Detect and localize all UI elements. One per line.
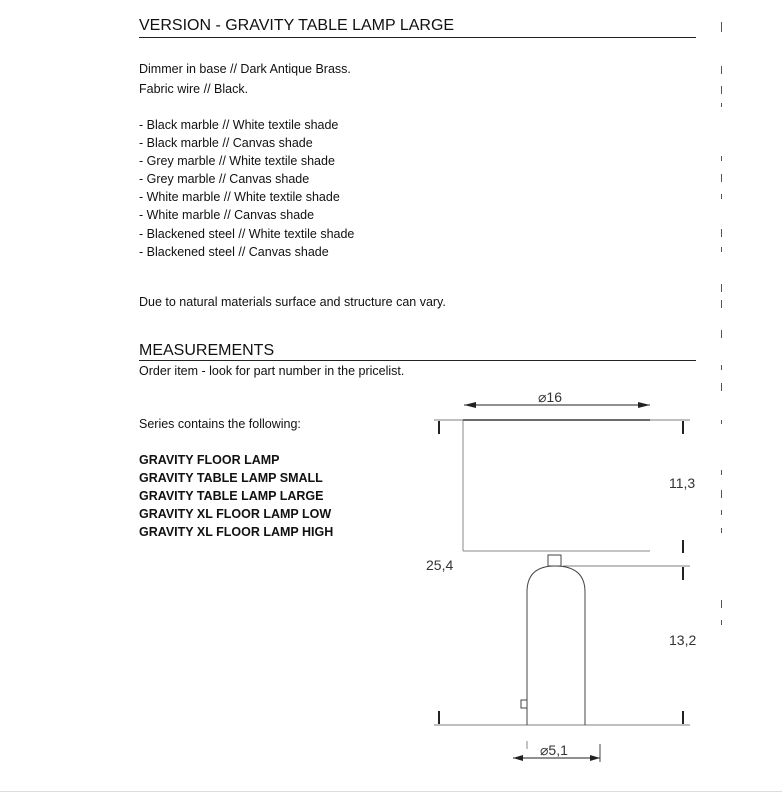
list-item: - Blackened steel // Canvas shade <box>139 244 329 259</box>
page-divider <box>0 791 782 792</box>
list-item: - Black marble // White textile shade <box>139 118 339 132</box>
arrow-left <box>464 402 476 408</box>
list-item: - Grey marble // White textile shade <box>139 154 335 169</box>
list-item: - Blackened steel // White textile shade <box>139 226 355 241</box>
socket <box>548 555 561 566</box>
list-item: GRAVITY XL FLOOR LAMP HIGH <box>139 525 334 539</box>
order-note: Order item - look for part number in the pricelist. <box>139 364 405 378</box>
dimmer-knob <box>521 700 527 708</box>
shade-height-label: 11,3 <box>669 475 696 491</box>
total-height-label: 25,4 <box>426 557 454 573</box>
dimmer-line: Dimmer in base // Dark Antique Brass. <box>139 62 351 76</box>
list-item: - White marble // White textile shade <box>139 190 340 205</box>
adjacent-page-edge <box>721 0 729 794</box>
base-diameter-label: ⌀5,1 <box>540 742 568 758</box>
arrow-right <box>638 402 650 408</box>
lamp-base-body <box>527 566 585 725</box>
list-item: - Black marble // Canvas shade <box>139 136 313 151</box>
materials-note: Due to natural materials surface and structure can vary. <box>139 295 446 309</box>
list-item: GRAVITY XL FLOOR LAMP LOW <box>139 507 332 521</box>
list-item: GRAVITY TABLE LAMP LARGE <box>139 489 324 503</box>
list-item: GRAVITY TABLE LAMP SMALL <box>139 471 323 485</box>
list-item: GRAVITY FLOOR LAMP <box>139 453 280 467</box>
version-heading: VERSION - GRAVITY TABLE LAMP LARGE <box>139 16 696 38</box>
measurements-heading: MEASUREMENTS <box>139 342 696 361</box>
list-item: - Grey marble // Canvas shade <box>139 172 310 187</box>
series-intro: Series contains the following: <box>139 417 301 431</box>
shade-diameter-label: ⌀16 <box>538 389 563 405</box>
arrow-right <box>590 755 600 761</box>
arrow-left <box>513 755 523 761</box>
base-height-label: 13,2 <box>669 632 697 648</box>
wire-line: Fabric wire // Black. <box>139 82 249 96</box>
list-item: - White marble // Canvas shade <box>139 208 315 223</box>
